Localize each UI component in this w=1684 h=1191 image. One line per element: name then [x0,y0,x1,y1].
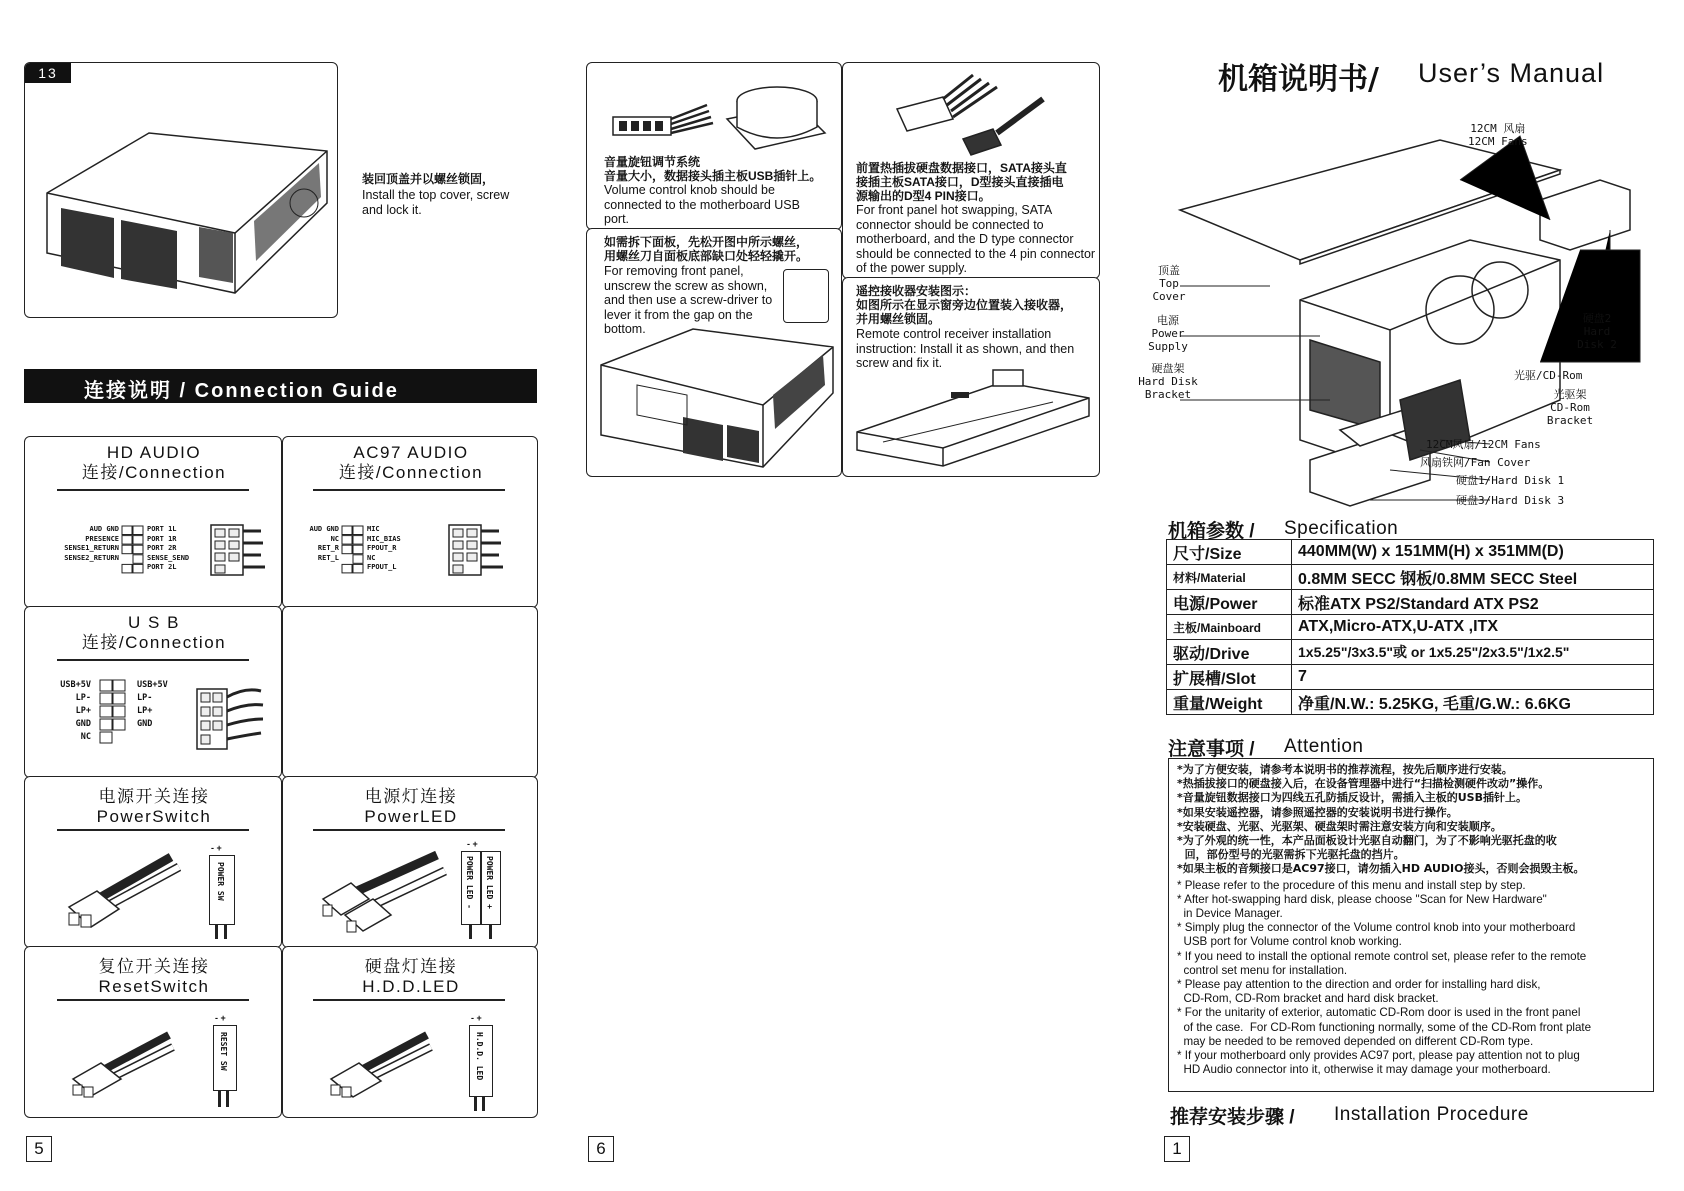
remote-cn-1: 遥控接收器安装图示： [856,284,977,298]
power-switch-polarity: - + [211,843,222,853]
sata-cn-3: 源输出的D型4 PIN接口。 [856,189,991,203]
pin-label: PRESENCE [85,534,119,543]
attention-item-en: * Please pay attention to the direction and order for installing hard disk, [1177,978,1541,992]
sata-panel [842,62,1100,279]
spec-value: 标准ATX PS2/Standard ATX PS2 [1292,590,1654,615]
usb-right-pins [137,679,168,731]
front-panel-cn-1: 如需拆下面板，先松开图中所示螺丝， [604,235,809,249]
step-13-panel [24,62,338,318]
wire-icon [224,925,227,939]
pin-label: FPOUT_L [367,563,397,572]
attention-item-en: * Please refer to the procedure of this menu and install step by step. [1177,878,1526,892]
usb-header-pins [99,679,127,745]
power-switch-subtitle: PowerSwitch [96,807,212,826]
pin-label: USB+5V [60,680,91,690]
pin-label: LP- [137,693,153,703]
case-open-illustration [597,325,837,473]
step-badge: 13 [25,63,71,83]
power-switch-connector-icon [61,847,181,937]
front-panel-removal [586,228,842,477]
sata-en: For front panel hot swapping, SATA connector should be connected to motherboard, and the D type connector should be connected to the 4 pin connector of the power supply. [856,203,1096,275]
spec-value: 7 [1292,665,1654,690]
divider [313,999,505,1001]
label-power-en-1: Power [1151,327,1185,340]
attention-title-cn: 注意事项 / [1168,739,1255,760]
divider [313,829,505,831]
remote-receiver-panel [842,277,1100,477]
hdd-led-plug-label: H.D.D. LED [475,1032,484,1081]
spec-title-en: Specification [1284,518,1399,539]
sata-cn-2: 接插主板SATA接口，D型接头直接插电 [856,175,1064,189]
power-led-plug-plus [481,851,501,925]
label-top-cover-cn: 顶盖 [1158,264,1180,277]
label-hdd3: 硬盘3/Hard Disk 3 [1456,494,1565,507]
label-hdd-bracket [1130,362,1206,401]
spec-label: 驱动/Drive [1167,640,1292,665]
pin-label: GND [137,719,153,729]
attention-item-en: * After hot-swapping hard disk, please choose "Scan for New Hardware" [1177,892,1547,906]
power-led-plug-label-2: POWER LED + [485,856,494,909]
attention-item-cn: *为了方便安装，请参考本说明书的推荐流程，按先后顺序进行安装。 [1177,763,1513,776]
hd-audio-subtitle: 连接/Connection [81,463,227,482]
reset-switch-polarity: - + [215,1013,226,1023]
remote-cn-2: 如图所示在显示窗旁边位置装入接收器， [856,298,1073,312]
spec-label: 材料/Material [1167,565,1292,590]
spec-table [1166,539,1654,715]
attention-box [1168,758,1654,1092]
page-number-6: 6 [588,1136,614,1162]
spec-table-body [1167,540,1654,715]
label-cdrom-bracket-en-1: CD-Rom [1550,401,1590,414]
spec-label: 电源/Power [1167,590,1292,615]
wire-icon [218,1091,221,1107]
volume-knob-illustration [597,69,833,159]
pin-label: FPOUT_R [367,544,397,553]
label-top-cover-en-1: Top [1159,277,1179,290]
pin-label: MIC_BIAS [367,534,401,543]
hd-audio-right-pins [147,525,189,573]
pin-label: AUD GND [89,525,119,533]
ac97-audio-title: AC97 AUDIO [353,443,469,462]
pin-label: LP+ [137,706,153,716]
label-cdrom-bracket [1540,388,1600,427]
divider [313,489,505,491]
attention-item-en: * If your motherboard only provides AC97 port, please pay attention not to plug [1177,1049,1580,1063]
case-closed-illustration [39,93,338,303]
spec-value: 0.8MM SECC 钢板/0.8MM SECC Steel [1292,565,1654,590]
spec-label: 重量/Weight [1167,690,1292,715]
attention-item-cn: *安装硬盘、光驱、光驱架、硬盘架时需注意安装方向和安装顺序。 [1177,819,1502,833]
power-led-cell [282,776,538,948]
pin-label: SENSE_SEND [147,553,190,562]
attention-item-en: * Simply plug the connector of the Volume control knob into your motherboard [1177,921,1576,935]
usb-left-pins [29,679,91,744]
empty-cell [282,606,538,778]
sata-cn-1: 前置热插拔硬盘数据接口，SATA接头直 [856,161,1067,175]
front-panel-en: For removing front panel, unscrew the screw as shown, and then use a screw-driver to lever it from the gap on the bottom. [604,264,773,336]
reset-switch-subtitle: ResetSwitch [98,977,210,996]
pin-label: PORT 2L [147,563,177,572]
label-power-en-2: Supply [1148,340,1188,353]
usb-cell [24,606,282,778]
wire-icon [489,925,492,939]
attention-item-en: USB port for Volume control knob working. [1177,935,1402,949]
attention-item-en: HD Audio connector into it, otherwise it may damage your motherboard. [1177,1063,1551,1077]
power-led-subtitle: PowerLED [364,807,458,826]
exploded-case-diagram [1140,100,1660,520]
label-hdd-bracket-cn: 硬盘架 [1151,362,1185,375]
attention-item-cn: *音量旋钮数据接口为四线五孔防插反设计，需插入主板的USB插针上。 [1177,791,1527,805]
pin-label: AUD GND [309,525,339,533]
hdd-led-plug [469,1025,493,1097]
hdd-led-subtitle: H.D.D.LED [362,977,460,996]
label-cdrom-bracket-cn: 光驱架 [1553,388,1587,401]
pin-label: NC [330,534,339,543]
reset-switch-connector-icon [65,1025,175,1105]
spec-label: 尺寸/Size [1167,540,1292,565]
page-number-5: 5 [26,1136,52,1162]
attention-item-cn: *如果主板的音频接口是AC97接口，请勿插入HD AUDIO接头，否则会损毁主板。 [1177,862,1585,876]
attention-item-cn: *如果安装遥控器，请参照遥控器的安装说明书进行操作。 [1177,805,1458,819]
pin-label: PORT 2R [147,544,177,553]
label-cdrom: 光驱/CD-Rom [1514,369,1583,382]
power-led-connector-icon [317,843,447,943]
label-hdd2-en-1: Hard [1583,325,1611,338]
pin-label: SENSE1_RETURN [64,544,119,553]
label-hdd2-cn: 硬盘2 [1582,312,1612,325]
divider [57,659,249,661]
label-fans-top-cn: 12CM 风扇 [1470,122,1526,135]
manual-title-cn: 机箱说明书/ [1218,62,1379,97]
hd-audio-title: HD AUDIO [106,443,202,462]
wire-icon [215,925,218,939]
spec-row [1167,540,1654,565]
sata-connector-illustration [893,69,1063,159]
label-fans-bottom: 12CM风扇/12CM Fans [1426,438,1541,451]
volume-en: Volume control knob should be connected to the motherboard USB port. [604,183,800,226]
volume-knob-panel [586,62,842,230]
spec-row [1167,665,1654,690]
manual-title-en: User’s Manual [1418,58,1605,88]
label-fans-top-en: 12CM Fans [1468,135,1528,148]
ac97-right-pins [367,525,401,573]
wire-icon [482,1097,485,1111]
label-hdd-bracket-en-1: Hard Disk [1138,375,1198,388]
spec-row [1167,615,1654,640]
attention-item-en: control set menu for installation. [1177,963,1348,977]
label-hdd1: 硬盘1/Hard Disk 1 [1456,474,1565,487]
wire-icon [474,1097,477,1111]
install-title-en: Installation Procedure [1334,1104,1529,1125]
pin-label: MIC [367,525,380,533]
usb-plug-icon [195,683,267,753]
spec-row [1167,690,1654,715]
attention-item-en: may be needed to be removed depended on different CD-Rom type. [1177,1034,1534,1048]
pin-label: RET_L [317,553,339,562]
spec-row [1167,565,1654,590]
hdd-led-connector-icon [323,1023,433,1107]
power-switch-cell [24,776,282,948]
ac97-audio-subtitle: 连接/Connection [338,463,484,482]
label-top-cover-en-2: Cover [1152,290,1186,303]
divider [57,999,249,1001]
hd-audio-header-pins [121,525,145,574]
top-cover-cn: 装回顶盖并以螺丝锁固， [362,172,495,186]
label-fans-top [1468,122,1528,148]
reset-switch-plug-label: RESET SW [219,1032,228,1071]
label-fan-cover: 风扇铁网/Fan Cover [1420,456,1531,469]
ac97-header-pins [341,525,365,574]
remote-cn-3: 并用螺丝锁固。 [856,312,941,326]
usb-subtitle: 连接/Connection [81,633,227,652]
label-power-supply [1138,314,1198,353]
label-top-cover [1144,264,1194,303]
pin-label: LP- [75,693,91,703]
spec-label: 扩展槽/Slot [1167,665,1292,690]
install-title-cn: 推荐安装步骤 / [1170,1107,1295,1128]
power-led-plug-minus [461,851,481,925]
usb-title: U S B [128,613,180,632]
attention-cn-list [1177,763,1653,877]
reset-switch-title: 复位开关连接 [98,957,210,976]
wire-icon [469,925,472,939]
pin-label: NC [80,732,91,742]
attention-item-en: * For the unitarity of exterior, automatic CD-Rom door is used in the front panel [1177,1006,1581,1020]
hd-audio-cell [24,436,282,608]
divider [57,829,249,831]
power-switch-plug [209,855,235,925]
attention-item-cn: 回，部份型号的光驱需拆下光驱托盘的挡片。 [1177,848,1405,862]
spec-title-cn: 机箱参数 / [1168,521,1255,542]
spec-value: ATX,Micro-ATX,U-ATX ,ITX [1292,615,1654,640]
pin-label: GND [75,719,91,729]
reset-switch-plug [213,1025,237,1091]
attention-title-en: Attention [1284,736,1364,757]
front-panel-receiver-illustration [853,362,1093,472]
hdd-led-title: 硬盘灯连接 [364,957,458,976]
pin-label: PORT 1L [147,525,177,533]
ac97-audio-cell [282,436,538,608]
top-cover-en: Install the top cover, screw and lock it. [362,188,510,217]
ac97-plug-icon [447,523,507,577]
connection-guide-title: 连接说明 / Connection Guide [84,380,399,402]
label-hdd2-en-2: Disk 2 [1577,338,1617,351]
front-panel-cn-2: 用螺丝刀自面板底部缺口处轻轻撬开。 [604,249,809,263]
wire-icon [226,1091,229,1107]
power-led-polarity: - + [467,839,478,849]
screw-detail-inset [783,269,829,323]
power-switch-plug-label: POWER SW [216,862,225,901]
ac97-left-pins [287,525,339,563]
spec-row [1167,640,1654,665]
hdd-led-cell [282,946,538,1118]
pin-label: LP+ [75,706,91,716]
pin-label: USB+5V [137,680,168,690]
connection-guide-banner [24,369,537,403]
attention-item-en: CD-Rom, CD-Rom bracket and hard disk bracket. [1177,992,1439,1006]
pin-label: NC [367,553,376,562]
hdd-led-polarity: - + [471,1013,482,1023]
spec-value: 净重/N.W.: 5.25KG, 毛重/G.W.: 6.6KG [1292,690,1654,715]
attention-item-cn: *为了外观的统一性，本产品面板设计光驱自动翻门，为了不影响光驱托盘的收 [1177,834,1557,848]
remote-en: Remote control receiver installation instruction: Install it as shown, and then screw and fix it. [856,327,1075,370]
pin-label: RET_R [317,544,339,553]
hd-audio-left-pins [29,525,119,563]
spec-row [1167,590,1654,615]
spec-value: 440MM(W) x 151MM(H) x 351MM(D) [1292,540,1654,565]
divider [57,489,249,491]
attention-item-en: * If you need to install the optional remote control set, please refer to the remote [1177,949,1587,963]
page-number-1: 1 [1164,1136,1190,1162]
power-switch-title: 电源开关连接 [98,787,210,806]
power-led-plug-label-1: POWER LED - [465,856,474,909]
reset-switch-cell [24,946,282,1118]
pin-label: PORT 1R [147,534,177,543]
label-cdrom-bracket-en-2: Bracket [1546,414,1594,427]
label-power-cn: 电源 [1157,314,1179,327]
spec-label: 主板/Mainboard [1167,615,1292,640]
attention-item-en: in Device Manager. [1177,907,1283,921]
pin-label: SENSE2_RETURN [64,553,119,562]
attention-en-list [1177,879,1653,1078]
power-led-title: 电源灯连接 [364,787,458,806]
label-hdd2 [1572,312,1622,351]
spec-value: 1x5.25"/3x3.5"或 or 1x5.25"/2x3.5"/1x2.5" [1292,640,1654,665]
attention-item-en: of the case. For CD-Rom functioning normally, some of the CD-Rom front plate [1177,1020,1592,1034]
label-hdd-bracket-en-2: Bracket [1144,388,1192,401]
hd-audio-plug-icon [209,523,269,577]
volume-cn-2: 音量大小，数据接头插主板USB插针上。 [604,169,822,183]
attention-item-cn: *热插拔接口的硬盘接入后，在设备管理器中进行“扫描检测硬件改动”操作。 [1177,777,1550,791]
volume-cn-1: 音量旋钮调节系统 [604,155,701,169]
